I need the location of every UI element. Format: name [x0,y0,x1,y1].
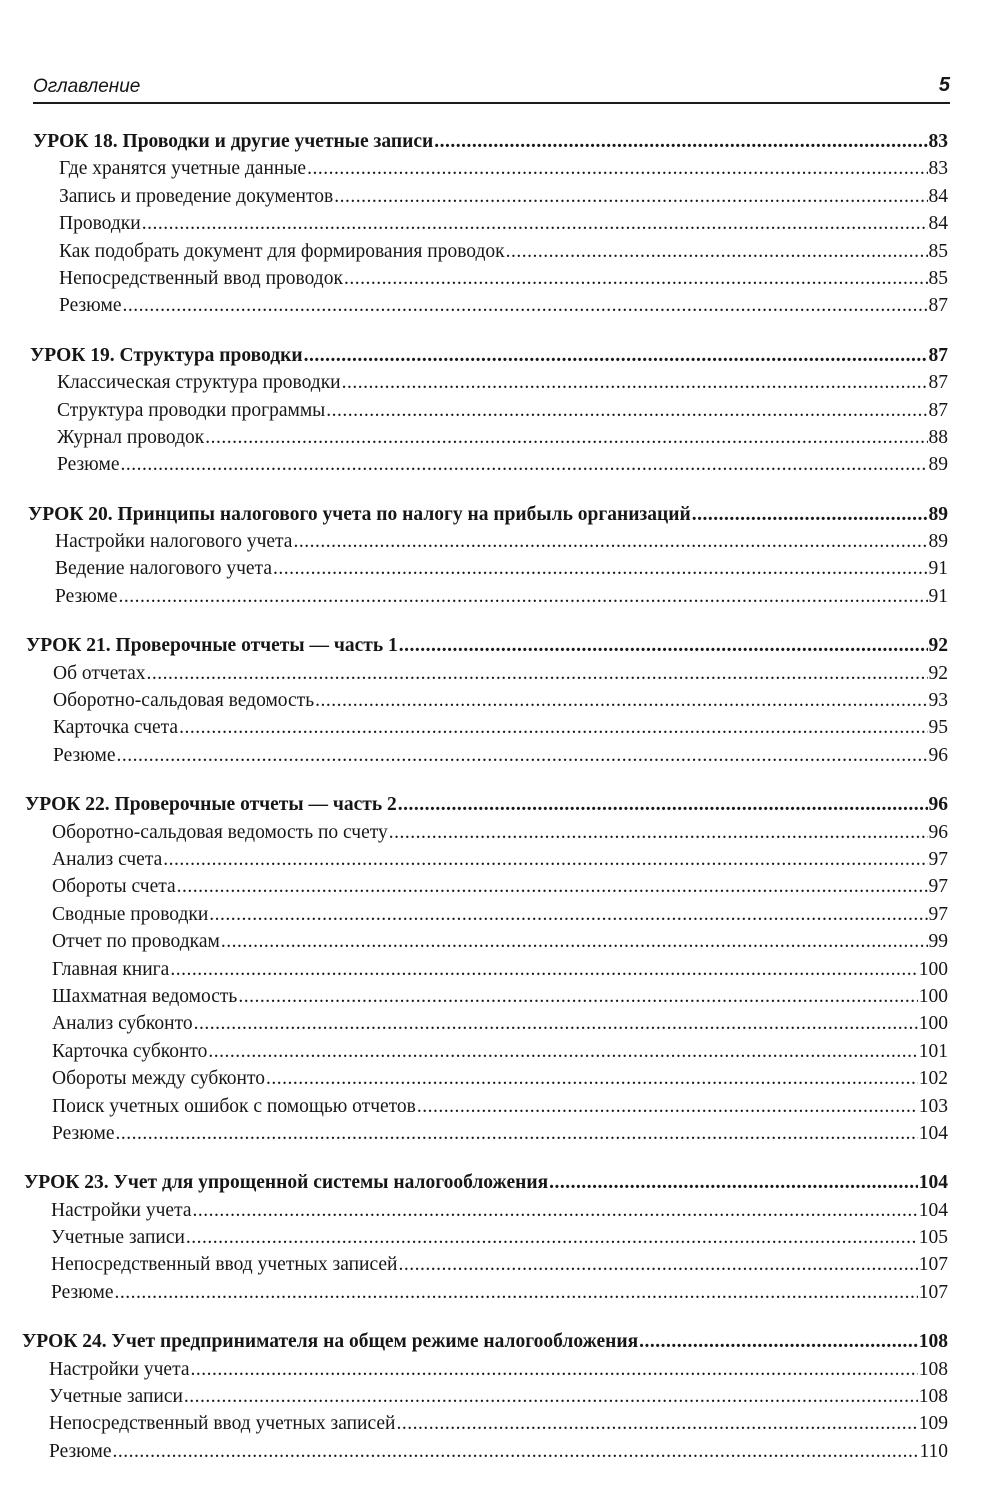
entry-title: Резюме [55,585,118,607]
entry-title: Непосредственный ввод учетных записей [51,1254,398,1276]
page-ref: 83 [928,131,948,152]
page-ref: 101 [918,1040,948,1062]
page-ref: 89 [928,454,948,476]
toc-lesson-entry[interactable] [0,1328,1000,1355]
dot-leader [208,1038,917,1065]
toc-section [0,791,1000,1147]
toc-entry[interactable] [0,1438,1000,1465]
dot-leader [209,901,927,928]
toc-section [0,1328,1000,1465]
entry-title: Обороты между субконто [52,1068,266,1090]
toc-lesson-entry[interactable] [0,501,1000,528]
page-ref: 92 [928,635,948,657]
dot-leader [326,397,927,424]
dot-leader [116,1120,918,1147]
page-ref: 87 [928,344,948,366]
toc-lesson-entry[interactable] [0,1169,1000,1196]
toc-entry[interactable] [0,451,1000,478]
page-ref: 110 [919,1440,948,1462]
toc-section [0,128,1000,320]
dot-leader [344,265,928,292]
dot-leader [177,873,928,900]
page-ref: 93 [928,690,948,712]
table-of-contents [0,128,1000,1487]
entry-title: Классическая структура проводки [57,372,341,394]
page-ref: 105 [918,1227,948,1249]
dot-leader [307,155,927,182]
page-ref: 99 [928,931,948,953]
page-ref: 97 [928,876,948,898]
page-ref: 97 [928,903,948,925]
toc-entry[interactable] [0,424,1000,451]
page-ref: 108 [918,1331,948,1353]
toc-entry[interactable] [0,928,1000,955]
page-ref: 95 [928,717,948,739]
toc-entry[interactable] [0,528,1000,555]
page-ref: 96 [928,744,948,766]
dot-leader [193,1197,918,1224]
dot-leader [315,687,927,714]
entry-title: Оборотно-сальдовая ведомость [53,690,315,712]
page-ref: 87 [928,372,948,394]
toc-entry[interactable] [0,1356,1000,1383]
dot-leader [398,791,928,818]
dot-leader [142,210,928,237]
toc-entry[interactable] [0,873,1000,900]
toc-entry[interactable] [0,583,1000,610]
toc-lesson-entry[interactable] [0,791,1000,818]
toc-section [0,501,1000,611]
page-ref: 108 [918,1358,948,1380]
dot-leader [273,555,928,582]
page-ref: 89 [928,531,948,553]
toc-entry[interactable] [0,1410,1000,1437]
dot-leader [123,292,928,319]
page-ref: 96 [928,794,948,816]
toc-entry[interactable] [0,687,1000,714]
toc-entry[interactable] [0,819,1000,846]
page-number: 5 [938,74,950,96]
dot-leader [121,451,928,478]
dot-leader [398,1251,917,1278]
lesson-title: УРОК 22. Проверочные отчеты — часть 2 [25,794,397,816]
page-ref: 100 [918,958,948,980]
page-ref: 107 [918,1254,948,1276]
entry-title: Поиск учетных ошибок с помощью отчетов [52,1095,416,1117]
toc-entry[interactable] [0,397,1000,424]
entry-title: Резюме [57,454,120,476]
page-ref: 104 [918,1122,948,1144]
page-ref: 103 [918,1095,948,1117]
dot-leader [304,342,928,369]
lesson-title: УРОК 18. Проводки и другие учетные записи [33,131,434,152]
entry-title: Главная книга [52,958,170,980]
dot-leader [117,742,928,769]
entry-title: Резюме [52,1122,115,1144]
toc-entry[interactable] [0,1224,1000,1251]
page-ref: 91 [928,558,948,580]
page-ref: 100 [918,1013,948,1035]
toc-entry[interactable] [0,1065,1000,1092]
toc-section [0,1169,1000,1306]
toc-entry[interactable] [0,983,1000,1010]
page-ref: 87 [928,399,948,421]
entry-title: Журнал проводок [57,426,205,448]
toc-entry[interactable] [0,210,1000,237]
toc-entry[interactable] [0,1010,1000,1037]
entry-title: Анализ счета [52,848,163,870]
page-ref: 97 [928,848,948,870]
page-ref: 102 [918,1068,948,1090]
toc-entry[interactable] [0,292,1000,319]
dot-leader [184,1383,918,1410]
dot-leader [163,846,927,873]
page-ref: 84 [928,185,948,207]
toc-entry[interactable] [0,1197,1000,1224]
lesson-title: УРОК 24. Учет предпринимателя на общем режиме налогообложения [22,1331,639,1353]
entry-title: Сводные проводки [52,903,209,925]
toc-entry[interactable] [0,155,1000,182]
entry-title: Где хранятся учетные данные [59,158,307,180]
toc-entry[interactable] [0,742,1000,769]
running-header [33,72,950,104]
page-ref: 88 [928,426,948,448]
toc-entry[interactable] [0,369,1000,396]
dot-leader [170,956,917,983]
toc-entry[interactable] [0,1120,1000,1147]
toc-entry[interactable] [0,1383,1000,1410]
toc-entry[interactable] [0,714,1000,741]
toc-entry[interactable] [0,1038,1000,1065]
page-ref: 96 [928,821,948,843]
entry-title: Резюме [49,1440,112,1462]
page-ref: 85 [928,267,948,289]
dot-leader [434,128,927,155]
entry-title: Резюме [53,744,116,766]
page-ref: 83 [928,158,948,180]
dot-leader [113,1438,919,1465]
dot-leader [342,369,928,396]
toc-entry[interactable] [0,1093,1000,1120]
entry-title: Структура проводки программы [57,399,326,421]
dot-leader [692,501,928,528]
page-ref: 108 [918,1386,948,1408]
entry-title: Ведение налогового учета [55,558,272,580]
page-ref: 100 [918,985,948,1007]
toc-entry[interactable] [0,956,1000,983]
entry-title: Карточка субконто [52,1040,208,1062]
entry-title: Учетные записи [49,1386,183,1408]
entry-title: Обороты счета [52,876,176,898]
dot-leader [186,1224,918,1251]
lesson-title: УРОК 21. Проверочные отчеты — часть 1 [26,635,398,657]
entry-title: Как подобрать документ для формирования проводок [59,240,505,262]
dot-leader [293,528,927,555]
entry-title: Непосредственный ввод проводок [59,267,343,289]
toc-lesson-entry[interactable] [0,342,1000,369]
running-header-title: Оглавление [33,76,141,97]
page-ref: 109 [918,1413,948,1435]
dot-leader [238,983,917,1010]
lesson-title: УРОК 20. Принципы налогового учета по налогу на прибыль организаций [28,503,691,525]
dot-leader [119,583,928,610]
entry-title: Карточка счета [53,717,179,739]
toc-lesson-entry[interactable] [0,632,1000,659]
dot-leader [179,714,927,741]
dot-leader [266,1065,918,1092]
toc-entry[interactable] [0,555,1000,582]
entry-title: Резюме [59,295,122,317]
page-ref: 104 [918,1172,948,1194]
dot-leader [417,1093,918,1120]
page-ref: 91 [928,585,948,607]
page-ref: 84 [928,213,948,235]
entry-title: Учетные записи [51,1227,185,1249]
toc-entry[interactable] [0,660,1000,687]
dot-leader [389,819,928,846]
page-ref: 107 [918,1281,948,1303]
entry-title: Настройки учета [51,1199,192,1221]
toc-section [0,632,1000,769]
dot-leader [205,424,927,451]
dot-leader [194,1010,918,1037]
dot-leader [396,1410,917,1437]
entry-title: Непосредственный ввод учетных записей [49,1413,396,1435]
toc-entry[interactable] [0,901,1000,928]
dot-leader [191,1356,918,1383]
dot-leader [334,183,927,210]
toc-entry[interactable] [0,1279,1000,1306]
page-ref: 85 [928,240,948,262]
dot-leader [399,632,928,659]
entry-title: Запись и проведение документов [59,185,334,207]
lesson-title: УРОК 23. Учет для упрощенной системы налогообложения [24,1172,549,1194]
page-ref: 87 [928,295,948,317]
toc-entry[interactable] [0,265,1000,292]
dot-leader [549,1169,918,1196]
entry-title: Настройки учета [49,1358,190,1380]
dot-leader [115,1279,918,1306]
entry-title: Оборотно-сальдовая ведомость по счету [52,821,388,843]
entry-title: Об отчетах [53,662,146,684]
lesson-title: УРОК 19. Структура проводки [30,344,303,366]
dot-leader [221,928,928,955]
entry-title: Отчет по проводкам [52,931,220,953]
page-ref: 104 [918,1199,948,1221]
toc-entry[interactable] [0,238,1000,265]
toc-entry[interactable] [0,846,1000,873]
toc-section [0,342,1000,479]
entry-title: Шахматная ведомость [52,985,238,1007]
entry-title: Резюме [51,1281,114,1303]
page-ref: 89 [928,503,948,525]
dot-leader [506,238,928,265]
entry-title: Настройки налогового учета [55,531,293,553]
toc-entry[interactable] [0,183,1000,210]
toc-entry[interactable] [0,1251,1000,1278]
page-ref: 92 [928,662,948,684]
dot-leader [147,660,928,687]
dot-leader [639,1328,918,1355]
entry-title: Проводки [59,213,141,235]
toc-lesson-entry[interactable] [0,128,1000,155]
entry-title: Анализ субконто [52,1013,193,1035]
